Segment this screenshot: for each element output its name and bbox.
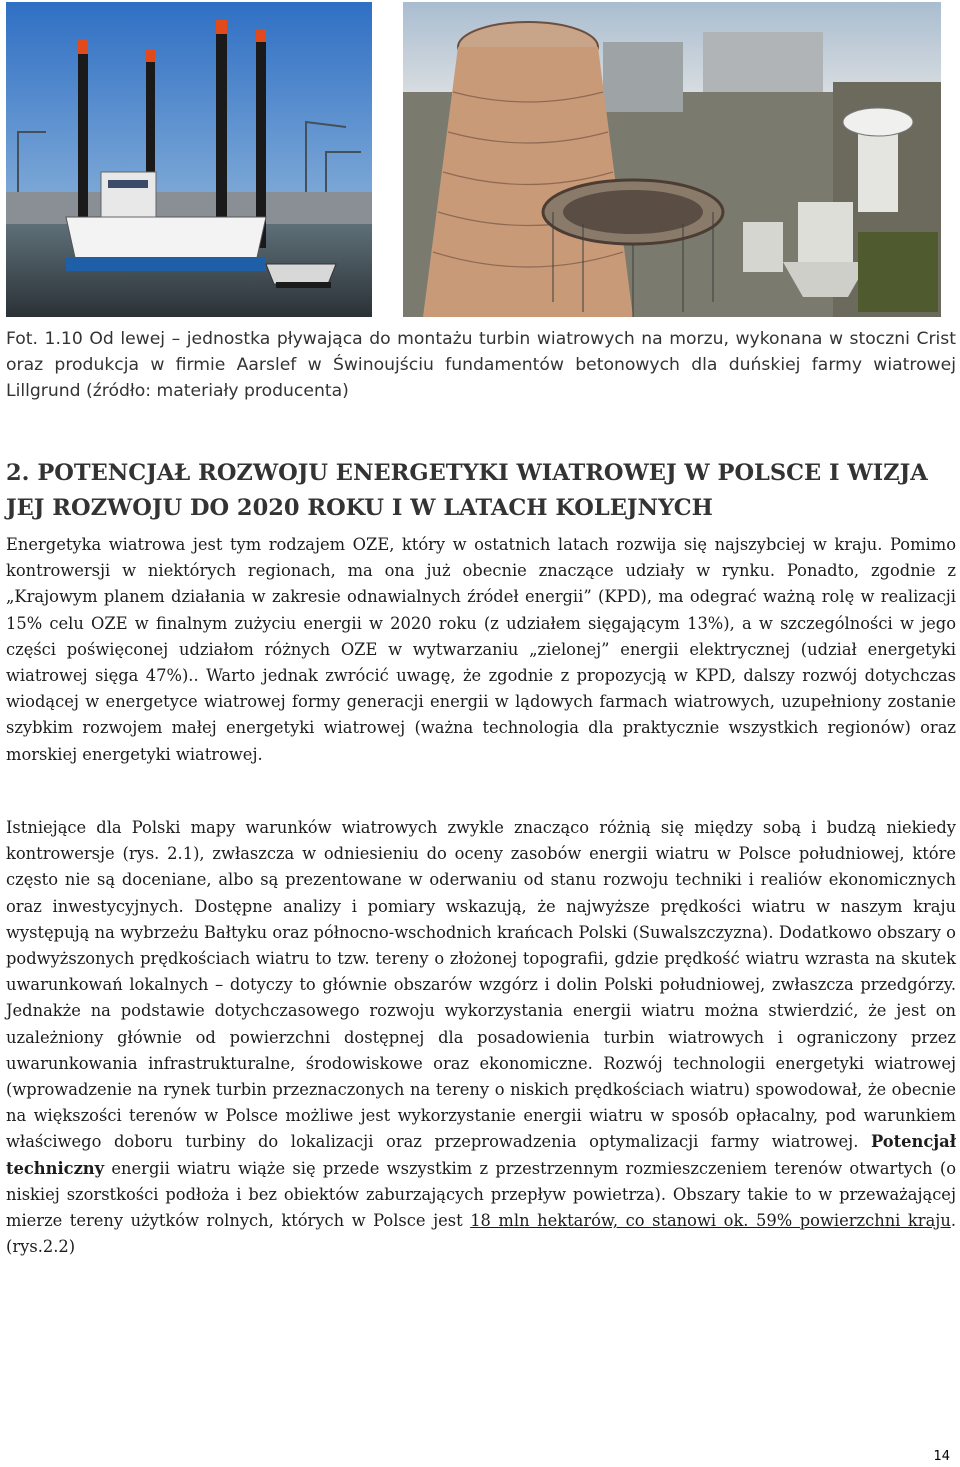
paragraph-2 bbox=[6, 815, 956, 1260]
paragraph-2-part3: . (rys.2.2) bbox=[6, 1211, 956, 1257]
paragraph-1: Energetyka wiatrowa jest tym rodzajem OZE, który w ostatnich latach rozwija się najszybciej w kraju. Pomimo kontrowersji w niektórych regionach, ma ona już obecnie znaczące udziały w rynku. Ponadto, zgodnie z „Krajowym planem działania w zakresie odnawialnych źródeł energii” (KPD), ma odegrać ważną rolę w realizacji 15% celu OZE w finalnym zużyciu energii w 2020 roku (z udziałem sięgającym 13%), a w szczególności w jego części poświęconej udziałom różnych OZE w wytwarzaniu „zielonej” energii elektrycznej (udział energetyki wiatrowej sięga 47%).. Warto jednak zwrócić uwagę, że zgodnie z propozycją w KPD, dalszy rozwój dotychczas wiodącej w energetyce wiatrowej formy generacji energii w lądowych farmach wiatrowych, uzupełniony zostanie szybkim rozwojem małej energetyki wiatrowej (ważna technologia dla praktycznie wszystkich regionów) oraz morskiej energetyki wiatrowej. bbox=[6, 535, 956, 764]
paragraph-2-underlined: 18 mln hektarów, co stanowi ok. 59% powierzchni kraju bbox=[470, 1211, 951, 1231]
photo-caption: Fot. 1.10 Od lewej – jednostka pływająca do montażu turbin wiatrowych na morzu, wykonana w stoczni Crist oraz produkcja w firmie Aarslef w Świnoujściu fundamentów betonowych dla duńskiej farmy wiatrowej Lillgrund (źródło: materiały producenta) bbox=[6, 329, 956, 401]
page-number: 14 bbox=[933, 1449, 950, 1464]
photo-concrete-foundations bbox=[403, 2, 941, 317]
photo-jackup-vessel bbox=[6, 2, 372, 317]
paragraph-2-part2: energii wiatru wiąże się przede wszystkim z przestrzennym rozmieszczeniem terenów otwartych (o niskiej szorstkości podłoża i bez obiektów zaburzających przepływ powietrza). Obszary takie to w przeważającej mierze tereny użytków rolnych, których w Polsce jest bbox=[6, 1158, 956, 1231]
photo-concrete-foundations-image bbox=[403, 2, 941, 317]
paragraph-2-part1: Istniejące dla Polski mapy warunków wiatrowych zwykle znacząco różnią się między sobą i budzą niekiedy kontrowersje (rys. 2.1), zwłaszcza w odniesieniu do oceny zasobów energii wiatru w Polsce południowej, które często nie są doceniane, albo są prezentowane w oderwaniu od stanu rozwoju techniki i realiów ekonomicznych oraz inwestycyjnych. Dostępne analizy i pomiary wskazują, że najwyższe prędkości wiatru w naszym kraju występują na wybrzeżu Bałtyku oraz północno-wschodnich krańcach Polski (Suwalszczyzna). Dodatkowo obszary o podwyższonych prędkościach wiatru to tzw. tereny o złożonej topografii, gdzie prędkość wiatru wzrasta na skutek uwarunkowań lokalnych – dotyczy to głównie obszarów wzgórz i dolin Polski południowej, zwłaszcza przedgórzy. Jednakże na podstawie dotychczasowego rozwoju wykorzystania energii wiatru można stwierdzić, że jest on uzależniony głównie od powierzchni dostępnej dla posadowienia turbin wiatrowych i ograniczony przez uwarunkowania infrastrukturalne, środowiskowe oraz ekonomiczne. Rozwój technologii energetyki wiatrowej (wprowadzenie na rynek turbin przeznaczonych na tereny o niskich prędkościach wiatru) spowodował, że obecnie na większości terenów w Polsce możliwe jest wykorzystanie energii wiatru w sposób opłacalny, pod warunkiem właściwego doboru turbiny do lokalizacji oraz przeprowadzenia optymalizacji farmy wiatrowej. bbox=[6, 818, 956, 1152]
section-heading: 2. POTENCJAŁ ROZWOJU ENERGETYKI WIATROWEJ W POLSCE I WIZJA JEJ ROZWOJU DO 2020 ROKU I W LATACH KOLEJNYCH bbox=[6, 460, 928, 521]
photo-jackup-vessel-image bbox=[6, 2, 372, 317]
paragraph-2-bold: Potencjał techniczny bbox=[6, 1132, 956, 1178]
